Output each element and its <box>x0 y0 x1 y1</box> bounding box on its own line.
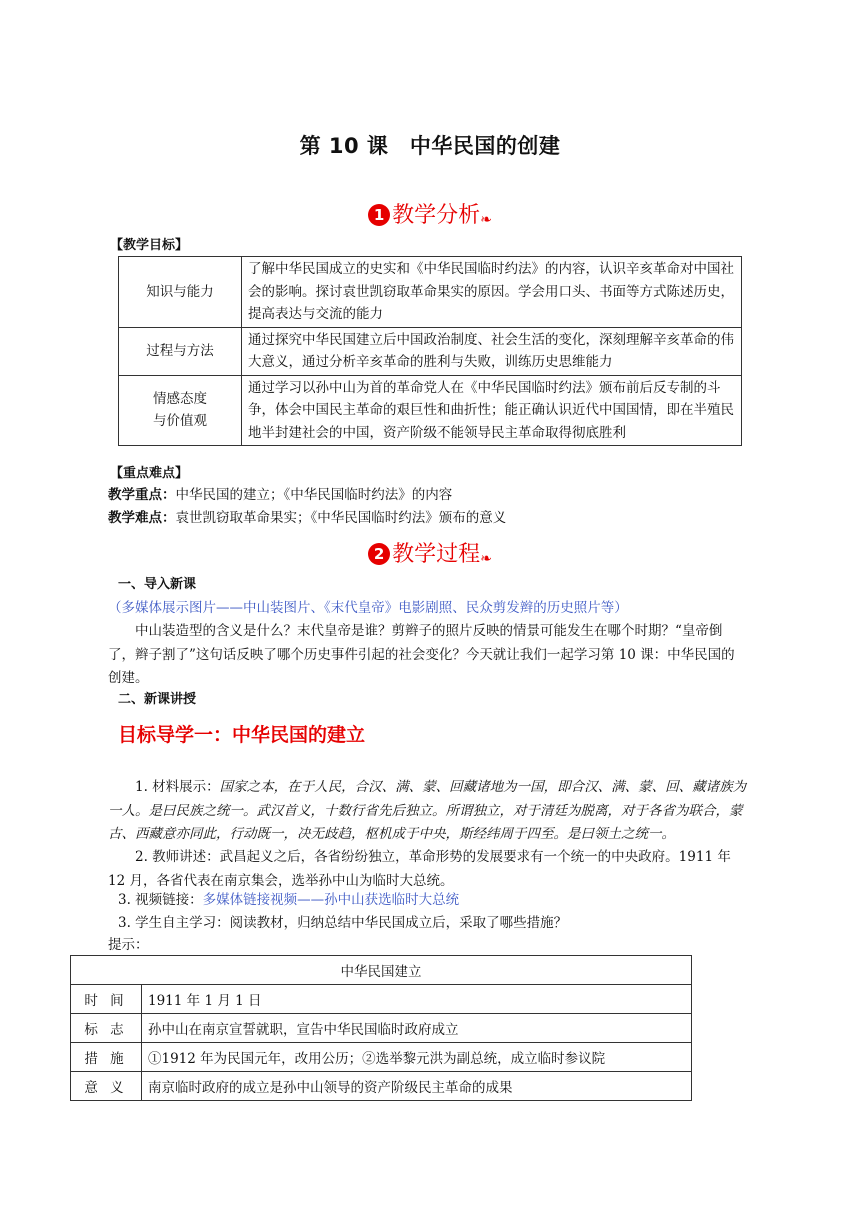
goal-text: 通过学习以孙中山为首的革命党人在《中华民国临时约法》颁布前后反专制的斗争，体会中国民主革命的艰巨性和曲折性；能正确认识近代中国国情，即在半殖民地半封建社会的中国，资产阶级不能领导民主革命取得彻底胜利 <box>242 375 742 446</box>
intro-paragraph: 中山装造型的含义是什么？末代皇帝是谁？剪辫子的照片反映的情景可能发生在哪个时期？“皇帝倒了，辫子割了”这句话反映了哪个历史事件引起的社会变化？今天就让我们一起学习第 10 课：中华民国的创建。 <box>108 623 735 686</box>
leaf-ornament-icon: ❧ <box>480 551 492 567</box>
row-value: 1911 年 1 月 1 日 <box>142 985 692 1014</box>
row-key: 标 志 <box>71 1014 142 1043</box>
difficulty-label: 教学难点： <box>108 510 176 526</box>
lesson-title: 第 10 课 中华民国的创建 <box>299 134 561 158</box>
key-points-header: 【重点难点】 <box>110 466 189 481</box>
table-row <box>71 956 692 985</box>
item-label: 2. 教师讲述： <box>135 849 220 865</box>
row-key: 意 义 <box>71 1072 142 1101</box>
item-label: 3. 学生自主学习： <box>118 915 230 931</box>
goal-label: 知识与能力 <box>119 257 242 328</box>
video-link[interactable]: 多媒体链接视频——孙中山获选临时大总统 <box>202 892 460 908</box>
goal-label-line: 情感态度 <box>153 390 207 407</box>
intro-heading: 一、导入新课 <box>118 577 197 592</box>
difficulty-text: 袁世凯窃取革命果实；《中华民国临时约法》颁布的意义 <box>175 510 507 526</box>
table-title: 中华民国建立 <box>71 956 692 985</box>
goal-one-heading: 目标导学一：中华民国的建立 <box>118 724 366 746</box>
goals-header: 【教学目标】 <box>110 238 189 253</box>
table-row <box>119 327 742 375</box>
difficulty-line <box>108 507 506 529</box>
self-study-text: 阅读教材，归纳总结中华民国成立后，采取了哪些措施？ <box>229 915 568 931</box>
row-value: 南京临时政府的成立是孙中山领导的资产阶级民主革命的成果 <box>142 1072 692 1101</box>
row-value: ①1912 年为民国元年，改用公历；②选举黎元洪为副总统，成立临时参议院 <box>142 1043 692 1072</box>
self-study-line <box>118 912 567 934</box>
key-point-line <box>108 484 452 506</box>
section-number-badge: 2 <box>368 543 390 565</box>
goal-label-line: 与价值观 <box>153 413 207 430</box>
goal-text: 了解中华民国成立的史实和《中华民国临时约法》的内容，认识辛亥革命对中国社会的影响。探讨袁世凯窃取革命果实的原因。学会用口头、书面等方式陈述历史，提高表达与交流的能力 <box>242 257 742 328</box>
hint-label: 提示： <box>108 937 149 953</box>
material-paragraph <box>108 776 748 847</box>
table-row <box>71 1043 692 1072</box>
key-point-text: 中华民国的建立；《中华民国临时约法》的内容 <box>175 487 453 503</box>
new-lesson-heading: 二、新课讲授 <box>118 692 197 707</box>
teaching-goals-table <box>118 256 742 446</box>
goal-label <box>119 375 242 446</box>
row-key: 措 施 <box>71 1043 142 1072</box>
table-row <box>119 375 742 446</box>
section-number-badge: 1 <box>368 204 390 226</box>
item-label: 1. 材料展示： <box>135 779 220 795</box>
table-row <box>71 1072 692 1101</box>
section-title: 教学过程 <box>392 542 481 567</box>
section-title: 教学分析 <box>392 203 481 228</box>
material-text: 国家之本，在于人民，合汉、满、蒙、回藏诸地为一国，即合汉、满、蒙、回、藏诸族为一人。是曰民族之统一。武汉首义，十数行省先后独立。所谓独立，对于清廷为脱离，对于各省为联合，蒙古、西藏意亦同此，行动既一，决无歧趋，枢机成于中央，斯经纬周于四至。是曰领土之统一。 <box>108 779 747 842</box>
teacher-paragraph <box>108 846 748 893</box>
key-point-label: 教学重点： <box>108 487 176 503</box>
item-label: 3. 视频链接： <box>118 892 203 908</box>
goal-text: 通过探究中华民国建立后中国政治制度、社会生活的变化，深刻理解辛亥革命的伟大意义，通过分析辛亥革命的胜利与失败，训练历史思维能力 <box>242 327 742 375</box>
teacher-text: 武昌起义之后，各省纷纷独立，革命形势的发展要求有一个统一的中央政府。1911 年 12 月，各省代表在南京集会，选举孙中山为临时大总统。 <box>108 849 731 889</box>
section-heading-process <box>0 537 860 568</box>
video-link-line <box>118 889 459 911</box>
leaf-ornament-icon: ❧ <box>480 212 492 228</box>
section-heading-analysis <box>0 198 860 229</box>
goal-label: 过程与方法 <box>119 327 242 375</box>
intro-media-note: （多媒体展示图片——中山装图片、《末代皇帝》电影剧照、民众剪发辫的历史照片等） <box>108 600 628 616</box>
row-value: 孙中山在南京宣誓就职，宣告中华民国临时政府成立 <box>142 1014 692 1043</box>
table-row <box>71 985 692 1014</box>
establishment-table <box>70 955 692 1101</box>
table-row <box>119 257 742 328</box>
table-row <box>71 1014 692 1043</box>
row-key: 时 间 <box>71 985 142 1014</box>
